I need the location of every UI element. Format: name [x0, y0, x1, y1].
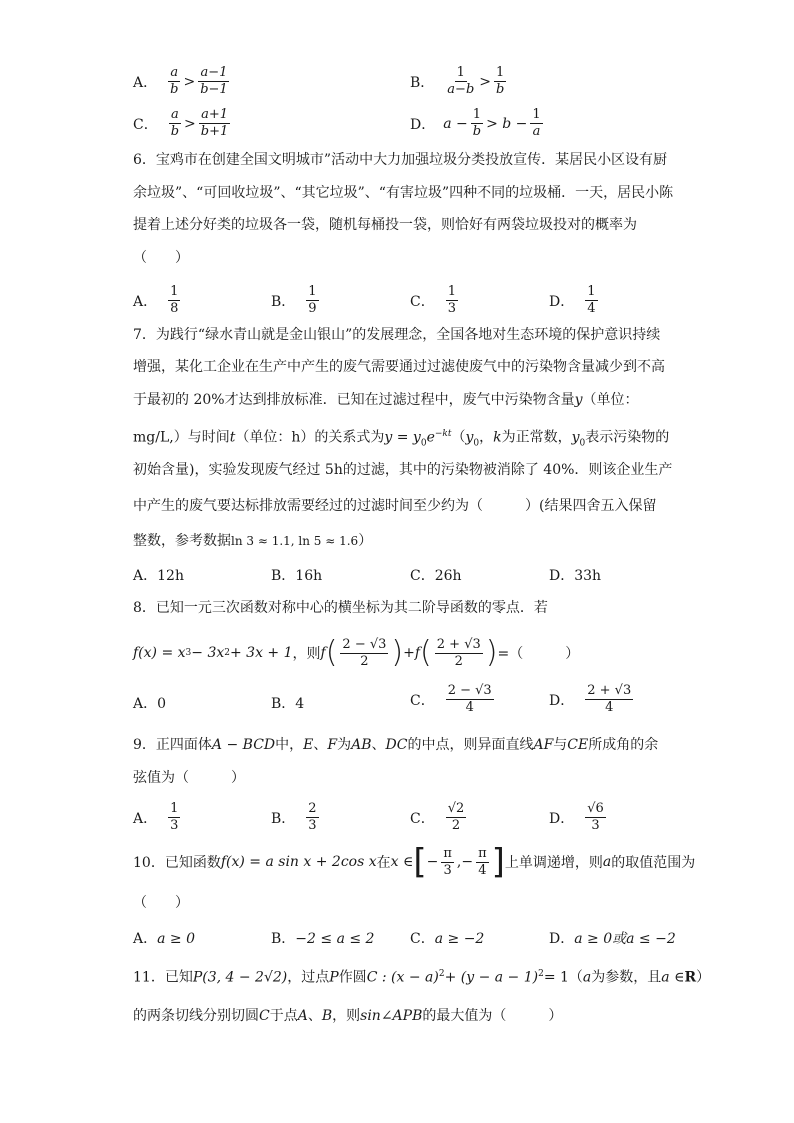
q7-option-c[interactable]: C．26h [410, 568, 462, 584]
fraction: 1 4 [587, 284, 596, 316]
fraction: $\frac{\pi}{3}$ [443, 845, 452, 878]
left-bracket: [ [413, 842, 427, 882]
q7-option-a[interactable]: A．12h [133, 568, 184, 584]
decay-formula: y = y [384, 429, 421, 446]
q9-line-2: 弦值为（ ） [133, 770, 245, 786]
q6-line-3: 提着上述分好类的垃圾各一袋，随机每桶投一袋，则恰好有两袋垃圾投对的概率为 [133, 217, 637, 233]
q8-option-d[interactable]: D． 2 + √3 4 [549, 683, 632, 715]
q6-line-1: 6．宝鸡市在创建全国文明城市”活动中大力加强垃圾分类投放宣传．某居民小区设有厨 [133, 152, 668, 168]
fraction: 2 − √3 4 [447, 683, 492, 715]
q10-option-b[interactable]: B．−2 ≤ a ≤ 2 [271, 931, 375, 947]
q11-line-1: 11．已知P(3, 4 − 2√2)，过点P作圆C : $(x - a)^2+ (y - a - 1)^2= 1(a$为参数，且a ∈R） [133, 969, 711, 986]
q5-option-d[interactable]: D． a − $\frac{1}{b}$ > b − $\frac{1}{a}$ [410, 107, 541, 139]
q10-option-a[interactable]: A．a ≥ 0 [133, 931, 196, 947]
q9-option-d[interactable]: D． √6 3 [549, 801, 604, 833]
q9-option-c[interactable]: C． √2 2 [410, 801, 465, 833]
q7-line-1: 7．为践行“绿水青山就是金山银山”的发展理念，全国各地对生态环境的保护意识持续 [133, 327, 661, 343]
q6-answer-paren: （ ） [133, 250, 189, 266]
fraction: 2 3 [308, 801, 317, 833]
q7-line-4: mg/L,）与时间t（单位：h）的关系式为$y = y_0e^{-kt}(y_0$，k为正常数，$y_0$表示污染物的 [133, 429, 670, 449]
q5-option-b[interactable]: B． 1 a−b > 1 b [410, 65, 505, 97]
q6-option-d[interactable]: D． 1 4 [549, 284, 596, 316]
q8-option-b[interactable]: B．4 [271, 696, 305, 712]
q7-line-5: 初始含量)，实验发现废气经过 5h的过滤，其中的污染物被消除了 40%．则该企业生产 [133, 462, 673, 478]
fraction: 2 + √3 4 [587, 683, 632, 715]
q9-line-1: 9．正四面体A − BCD中，E、F为AB、DC的中点，则异面直线AF与CE所成角的余 [133, 737, 659, 753]
right-paren: ) [485, 635, 498, 670]
option-label: B． [410, 74, 435, 91]
q6-option-b[interactable]: B． 1 9 [271, 284, 317, 316]
q11-line-2: 的两条切线分别切圆C于点A、B，则sin∠APB的最大值为（ ） [133, 1008, 563, 1024]
right-bracket: ] [491, 842, 505, 882]
q7-option-b[interactable]: B．16h [271, 568, 323, 584]
q9-option-b[interactable]: B． 2 3 [271, 801, 317, 833]
option-label: A． [133, 74, 158, 91]
q7-option-d[interactable]: D．33h [549, 568, 602, 584]
fraction: 1 3 [170, 801, 179, 833]
fraction: 1 3 [447, 284, 456, 316]
fraction: √6 3 [587, 801, 604, 833]
q7-line-7: 整数，参考数据ln 3 ≈ 1.1, ln 5 ≈ 1.6） [133, 533, 373, 549]
q10-line-1: 10．已知函数 f(x) = a sin x + 2cos x 在 x ∈ [ − $\frac{\pi}{3}$ , − $\frac{\pi}{4}$ ] 上单调递增，则 a 的取值范围为 [133, 842, 696, 882]
fraction: $\frac{1}{b}$ [472, 107, 482, 139]
fraction: 2 − √3 2 [342, 636, 387, 669]
q8-option-c[interactable]: C． 2 − √3 4 [410, 683, 492, 715]
q8-line-1: 8．已知一元三次函数对称中心的横坐标为其二阶导函数的零点．若 [133, 600, 548, 616]
fraction: 1 8 [170, 284, 179, 316]
fraction: $\frac{\pi}{4}$ [478, 845, 487, 878]
fraction: 1 b [496, 65, 505, 97]
option-label: D． [410, 116, 436, 133]
fraction: 1 9 [308, 284, 317, 316]
q6-line-2: 余垃圾”、“可回收垃圾”、“其它垃圾”、“有害垃圾”四种不同的垃圾桶．一天，居民小陈 [133, 185, 674, 201]
q5-option-c[interactable]: C． a b > a+1 b+1 [133, 107, 229, 139]
fraction: √2 2 [447, 801, 465, 833]
q10-option-c[interactable]: C．a ≥ −2 [410, 931, 485, 947]
fraction: 2 + √3 2 [436, 636, 481, 669]
q10-answer-paren: （ ） [133, 895, 189, 911]
fraction: a b [170, 107, 180, 139]
fraction: a+1 b+1 [200, 107, 229, 139]
option-label: C． [133, 116, 158, 133]
q7-line-6: 中产生的废气要达标排放需要经过的过滤时间至少约为（ ）(结果四舍五入保留 [133, 498, 657, 514]
q5-option-a[interactable]: A． a b > a−1 b−1 [133, 65, 228, 97]
q8-option-a[interactable]: A．0 [133, 696, 167, 712]
q9-option-a[interactable]: A． 1 3 [133, 801, 179, 833]
right-paren: ) [391, 635, 404, 670]
q10-option-d[interactable]: D．a ≥ 0或a ≤ −2 [549, 931, 676, 947]
q6-option-c[interactable]: C． 1 3 [410, 284, 456, 316]
q7-line-2: 增强，某化工企业在生产中产生的废气需要通过过滤使废气中的污染物含量减少到不高 [133, 359, 665, 375]
left-paren: ( [325, 635, 338, 670]
fraction: $\frac{1}{a}$ [532, 107, 541, 139]
fraction: a b [170, 65, 179, 97]
left-paren: ( [420, 635, 432, 670]
fraction: 1 a−b [447, 65, 475, 97]
q8-line-2: f(x) = x 3 − 3x 2 + 3x + 1 ，则 f ( 2 − √3 2 ) + f ( 2 + √3 2 ) =（ ） [133, 635, 580, 670]
q7-line-3: 于最初的 20%才达到排放标准．已知在过滤过程中，废气中污染物含量y（单位： [133, 392, 639, 408]
fraction: a−1 b−1 [200, 65, 228, 97]
q6-option-a[interactable]: A． 1 8 [133, 284, 179, 316]
